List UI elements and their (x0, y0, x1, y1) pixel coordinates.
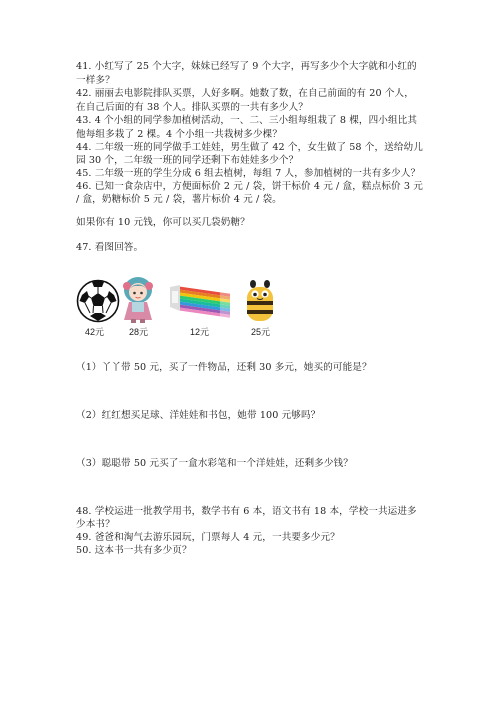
doll-icon (120, 276, 156, 324)
soccer-ball-price: 42元 (85, 327, 105, 337)
crayons-icon (168, 281, 236, 319)
crayons-price: 12元 (190, 327, 210, 337)
problem-47-title: 47. 看图回答。 (76, 242, 144, 253)
problem-47-sub-1: （1）丫丫带 50 元，买了一件物品，还剩 30 多元，她买的可能是？ (76, 362, 372, 373)
problem-50-line-1: 50. 这本书一共有多少页？ (76, 545, 192, 556)
problem-41-line-1: 41. 小红写了 25 个大字，妹妹已经写了 9 个大字，再写多少个大字就和小红的 (76, 61, 417, 72)
problem-48-line-2: 少本书？ (76, 519, 115, 530)
problem-46-question: 如果你有 10 元钱，你可以买几袋奶糖？ (76, 217, 250, 228)
problem-44-line-2: 园 30 个，二年级一班的同学还剩下布娃娃多少个？ (76, 155, 299, 166)
problem-46-line-2: / 盒，奶糖标价 5 元 / 袋，薯片标价 4 元 / 袋。 (76, 194, 282, 205)
doll-price: 28元 (129, 327, 149, 337)
problem-48-line-1: 48. 学校运进一批教学用书，数学书有 6 本，语文书有 18 本，学校一共运进多 (76, 506, 417, 517)
problem-45-line-1: 45. 二年级一班的学生分成 6 组去植树，每组 7 人，参加植树的一共有多少人？ (76, 168, 421, 179)
problem-47-sub-3: （3）聪聪带 50 元买了一盒水彩笔和一个洋娃娃，还剩多少钱？ (76, 458, 353, 469)
problem-42-line-1: 42. 丽丽去电影院排队买票，人好多啊。她数了数，在自己前面的有 20 个人， (76, 88, 414, 99)
problem-42-line-2: 在自己后面的有 38 个人。排队买票的一共有多少人？ (76, 102, 308, 113)
soccer-ball-icon (76, 279, 120, 323)
bee-backpack-price: 25元 (251, 327, 271, 337)
problem-46-line-1: 46. 已知一食杂店中，方便面标价 2 元 / 袋，饼干标价 4 元 / 盒，糕点标价 3 元 (76, 181, 423, 192)
problem-43-line-2: 他每组多栽了 2 棵。4 个小组一共栽树多少棵？ (76, 129, 283, 140)
problem-49-line-1: 49. 爸爸和淘气去游乐园玩，门票每人 4 元，一共要多少元？ (76, 532, 340, 543)
problem-44-line-1: 44. 二年级一班的同学做手工娃娃，男生做了 42 个，女生做了 58 个，送给幼儿 (76, 142, 423, 153)
problem-43-line-1: 43. 4 个小组的同学参加植树活动，一、二、三小组每组栽了 8 棵，四小组比其 (76, 115, 418, 126)
problem-47-sub-2: （2）红红想买足球、洋娃娃和书包，她带 100 元够吗？ (76, 410, 321, 421)
problem-41-line-2: 一样多？ (76, 75, 115, 86)
bee-backpack-icon (244, 279, 276, 323)
